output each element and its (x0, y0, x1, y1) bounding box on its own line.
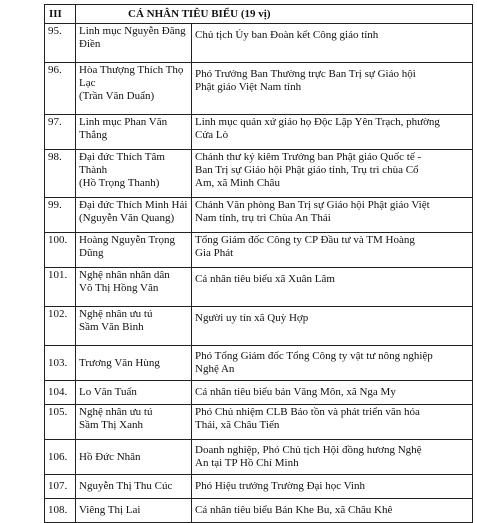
section-title: CÁ NHÂN TIÊU BIỂU (19 vị) (76, 5, 473, 24)
person-position-line: Cửa Lò (195, 129, 229, 141)
person-name-line: (Nguyễn Văn Quang) (79, 212, 175, 224)
row-number: 105. (45, 405, 76, 440)
person-name (76, 198, 192, 233)
person-name (76, 63, 192, 115)
person-position-line: Linh mục quản xứ giáo họ Độc Lập Yên Trạch, phường (195, 116, 440, 128)
person-position (192, 268, 473, 307)
person-name-line: Thắng (79, 129, 108, 141)
person-position-line: Chánh thư ký kiêm Trưởng ban Phật giáo Quốc tế - (195, 151, 422, 163)
person-position-line: Gia Phát (195, 247, 234, 259)
row-number: 106. (45, 440, 76, 475)
person-position (192, 198, 473, 233)
person-position-line: Chủ tịch Ủy ban Đoàn kết Công giáo tỉnh (195, 29, 379, 41)
table-row (45, 115, 473, 150)
person-position (192, 381, 473, 405)
person-name (76, 440, 192, 475)
person-position-line: Doanh nghiệp, Phó Chủ tịch Hội đồng hương Nghệ (195, 444, 422, 456)
person-position (192, 405, 473, 440)
person-name-line: Võ Thị Hồng Vân (79, 282, 159, 294)
person-position-line: Am, xã Minh Châu (195, 177, 280, 189)
row-number: 96. (45, 63, 76, 115)
row-number: 108. (45, 499, 76, 523)
person-position-line: Thái, xã Châu Tiến (195, 419, 280, 431)
table-row (45, 150, 473, 198)
person-name (76, 307, 192, 346)
table-row (45, 346, 473, 381)
person-position (192, 499, 473, 523)
person-position-line: Cá nhân tiêu biểu bản Văng Môn, xã Nga My (195, 386, 396, 398)
person-name-line: Nghệ nhân nhân dân (79, 269, 170, 281)
person-position-line: Ban Trị sự Giáo hội Phật giáo tỉnh, Trụ trì chùa Cổ (195, 164, 419, 176)
person-position (192, 150, 473, 198)
row-number: 101. (45, 268, 76, 307)
person-position-line: Phó Hiệu trưởng Trường Đại học Vinh (195, 480, 365, 492)
section-header-row (45, 5, 473, 24)
person-position-line: Nghệ An (195, 363, 235, 375)
person-position (192, 307, 473, 346)
person-name-line: Hoàng Nguyễn Trọng (79, 234, 175, 246)
person-position-line: Nam tỉnh, trụ trì Chùa An Thái (195, 212, 331, 224)
table-row (45, 307, 473, 346)
row-number: 95. (45, 24, 76, 63)
person-position-line: Cá nhân tiêu biểu Bản Khe Bu, xã Châu Khê (195, 504, 393, 516)
person-name-line: Đại đức Thích Minh Hải (79, 199, 188, 211)
person-name-line: Điền (79, 38, 101, 50)
person-name (76, 405, 192, 440)
row-number: 97. (45, 115, 76, 150)
row-number: 102. (45, 307, 76, 346)
person-name-line: Linh mục Phan Văn (79, 116, 168, 128)
person-name-line: Dũng (79, 247, 104, 259)
person-name-line: Linh mục Nguyễn Đăng (79, 25, 186, 37)
table-body (45, 5, 473, 523)
person-position (192, 346, 473, 381)
person-position-line: Chánh Văn phòng Ban Trị sự Giáo hội Phật giáo Việt (195, 199, 430, 211)
person-position-line: Cá nhân tiêu biểu xã Xuân Lâm (195, 273, 335, 285)
person-name-line: Hồ Đức Nhân (79, 450, 141, 463)
person-name (76, 24, 192, 63)
person-position (192, 475, 473, 499)
person-position (192, 440, 473, 475)
person-name-line: Nghệ nhân ưu tú (79, 406, 153, 418)
person-name (76, 268, 192, 307)
table-row (45, 198, 473, 233)
table-row (45, 381, 473, 405)
person-position-line: Người uy tín xã Quỳ Hợp (195, 312, 309, 324)
person-name-line: Thành (79, 164, 108, 176)
table-row (45, 475, 473, 499)
row-number: 99. (45, 198, 76, 233)
row-number: 98. (45, 150, 76, 198)
person-position (192, 24, 473, 63)
honorees-table (44, 4, 473, 523)
person-position (192, 115, 473, 150)
person-name-line: (Trần Văn Duẩn) (79, 90, 155, 102)
table-row (45, 268, 473, 307)
row-number: 104. (45, 381, 76, 405)
person-name (76, 115, 192, 150)
table-row (45, 499, 473, 523)
section-roman-numeral: III (45, 5, 76, 24)
person-position-line: Phó Tổng Giám đốc Tổng Công ty vật tư nông nghiệp (195, 350, 433, 362)
person-position-line: Phó Trưởng Ban Thường trực Ban Trị sự Giáo hội (195, 68, 416, 80)
person-name-line: Sầm Thị Xanh (79, 419, 143, 431)
person-name-line: Lo Văn Tuấn (79, 386, 137, 398)
person-name-line: Nguyễn Thị Thu Cúc (79, 480, 173, 492)
person-name-line: Trương Văn Hùng (79, 356, 160, 369)
person-name-line: Đại đức Thích Tâm (79, 151, 165, 163)
row-number: 107. (45, 475, 76, 499)
person-name-line: Sầm Văn Bình (79, 321, 144, 333)
person-position-line: An tại TP Hồ Chí Minh (195, 457, 299, 469)
person-name (76, 475, 192, 499)
person-position (192, 233, 473, 268)
person-name-line: Lạc (79, 77, 96, 89)
person-position-line: Phật giáo Việt Nam tỉnh (195, 81, 302, 93)
person-name (76, 381, 192, 405)
person-name-line: (Hồ Trọng Thanh) (79, 177, 160, 189)
table-row (45, 63, 473, 115)
person-name-line: Nghệ nhân ưu tú (79, 308, 153, 320)
person-name (76, 233, 192, 268)
table-row (45, 24, 473, 63)
row-number: 100. (45, 233, 76, 268)
person-name (76, 150, 192, 198)
row-number: 103. (45, 346, 76, 381)
person-position (192, 63, 473, 115)
person-name (76, 499, 192, 523)
person-position-line: Tổng Giám đốc Công ty CP Đầu tư và TM Hoàng (195, 234, 415, 246)
person-name-line: Hòa Thượng Thích Thọ (79, 64, 184, 76)
person-position-line: Phó Chủ nhiệm CLB Bảo tồn và phát triển văn hóa (195, 406, 420, 418)
table-row (45, 440, 473, 475)
table-row (45, 233, 473, 268)
table-row (45, 405, 473, 440)
person-name (76, 346, 192, 381)
person-name-line: Viêng Thị Lai (79, 504, 141, 516)
